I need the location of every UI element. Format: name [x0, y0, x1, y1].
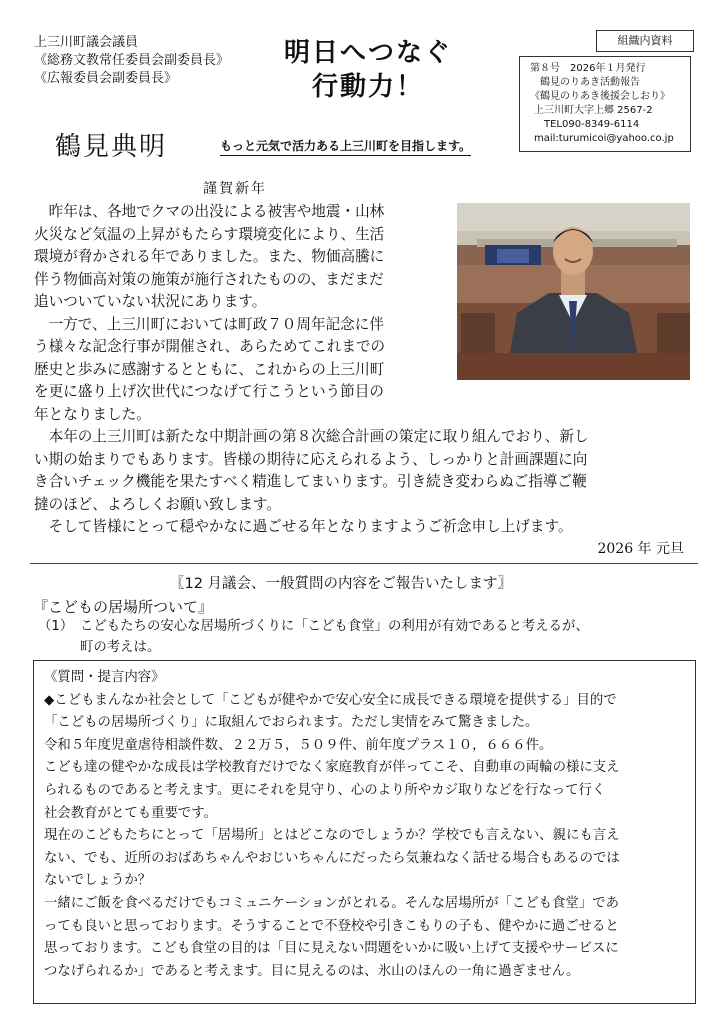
phone: TEL090-8349-6114 — [544, 119, 640, 130]
section-divider — [30, 563, 698, 564]
text-line: そして皆様にとって穏やかなに過ごせる年となりますようご祈念申し上げます。 — [34, 518, 573, 535]
box-line: 一緒にご飯を食べるだけでもコミュニケーションがとれる。そんな居場所が「こども食堂」であ — [44, 895, 619, 911]
text-line: を更に盛り上げ次世代につなげて行こうという節目の — [34, 383, 384, 400]
email: mail:turumicoi@yahoo.co.jp — [534, 133, 674, 144]
internal-document-badge: 組織内資料 — [596, 30, 694, 52]
text-line: い期の始まりでもあります。皆様の期待に応えられるよう、しっかりと計画課題に向 — [34, 450, 588, 468]
text-line: 本年の上三川町は新たな中期計画の第８次総合計画の策定に取り組んでおり、新し — [34, 428, 589, 445]
question-content-box — [33, 660, 696, 1004]
text-line: 火災など気温の上昇がもたらす環境変化により、生活 — [34, 225, 385, 243]
greeting-heading: 謹賀新年 — [203, 181, 267, 197]
report-heading: 〖12 月議会、一般質問の内容をご報告いたします〗 — [170, 576, 513, 592]
text-line: 年となりました。 — [34, 405, 151, 423]
newsletter-title — [268, 36, 468, 104]
box-title: 《質問・提言内容》 — [44, 670, 165, 685]
affiliation-line: 上三川町議会議員 — [34, 35, 139, 50]
issue-number: 第８号 2026年１月発行 — [530, 63, 646, 74]
text-line: 撻のほど、よろしくお願い致します。 — [34, 495, 281, 513]
title-line-1: 明日へつなぐ — [283, 38, 452, 68]
report-name: 鶴見のりあき活動報告 — [540, 77, 640, 88]
text-line: 一方で、上三川町においては町政７０周年記念に伴 — [34, 315, 384, 333]
box-line: っても良いと思っております。そうすることで不登校や引きこもりの子も、健やかに過ごせると — [44, 918, 619, 934]
affiliation-line: 《広報委員会副委員長》 — [34, 71, 178, 86]
text-line: 環境が脅かされる年でありました。また、物価高騰に — [34, 248, 385, 265]
text-line: 追いついていない状況にあります。 — [34, 293, 267, 310]
box-line: られるものであると考えます。更にそれを見守り、心のより所やカジ取りなどを行なって行く — [44, 782, 606, 798]
supporters-name: 《鶴見のりあき後援会しおり》 — [530, 91, 670, 102]
author-photo — [457, 203, 690, 380]
box-line: 思っております。こども食堂の目的は「目に見えない問題をいかに吸い上げて支援やサービスに — [44, 941, 619, 957]
affiliation-block — [34, 34, 229, 88]
text-line: き合いチェック機能を果たすべく精進してまいります。引き続き変わらぬご指導ご鞭 — [34, 473, 587, 490]
question-1: （1） こどもたちの安心な居場所づくりに「こども食堂」の利用が有効であると考えるが、 — [38, 619, 589, 634]
question-1-continued: 町の考えは。 — [80, 640, 161, 655]
greeting-paragraph-1 — [34, 201, 454, 426]
text-line: 昨年は、各地でクマの出没による被害や地震・山林 — [34, 203, 385, 220]
box-line: ない、でも、近所のおばあちゃんやおじいちゃんにだったら気兼ねなく話せる場合もあるのでは — [44, 850, 620, 866]
box-line: 「こどもの居場所づくり」に取組んでおられます。ただし実情をみて驚きました。 — [44, 715, 539, 731]
tagline: もっと元気で活力ある上三川町を目指します。 — [220, 137, 471, 156]
box-line: 現在のこどもたちにとって「居場所」とはどこなのでしょうか？学校でも言えない、親にも言え — [44, 828, 620, 844]
box-line: こども達の健やかな成長は学校教育だけでなく家庭教育が伴ってこそ、自動車の両輪の様に支え — [44, 760, 620, 776]
box-line: 令和５年度児童虐待相談件数、２２万５，５０９件、前年度プラス１０，６６６件。 — [44, 737, 553, 753]
address: 上三川町大字上郷 2567-2 — [534, 105, 653, 116]
box-line: つなげられるか」であると考えます。目に見えるのは、氷山のほんの一角に過ぎません。 — [44, 963, 580, 979]
greeting-paragraph-2 — [34, 426, 698, 539]
section-title: 『こどもの居場所ついて』 — [33, 598, 214, 616]
box-line: ◆こどもまんなか社会として「こどもが健やかで安心安全に成長できる環境を提供する」目的で — [44, 692, 617, 708]
text-line: 歴史と歩みに感謝するとともに、これからの上三川町 — [34, 360, 385, 378]
author-name: 鶴見典明 — [55, 132, 168, 162]
box-line: ないでしょうか？ — [44, 873, 152, 889]
text-line: 伴う物価高対策の施策が施行されたものの、まだまだ — [34, 270, 384, 288]
text-line: う様々な記念行事が開催され、あらためてこれまでの — [34, 338, 386, 355]
box-line: 社会教育がとても重要です。 — [44, 805, 218, 821]
greeting-date: 2026 年 元旦 — [597, 541, 684, 557]
affiliation-line: 《総務文教常任委員会副委員長》 — [34, 53, 230, 68]
issue-info-box — [519, 56, 691, 152]
title-line-2: 行動力！ — [311, 72, 424, 102]
